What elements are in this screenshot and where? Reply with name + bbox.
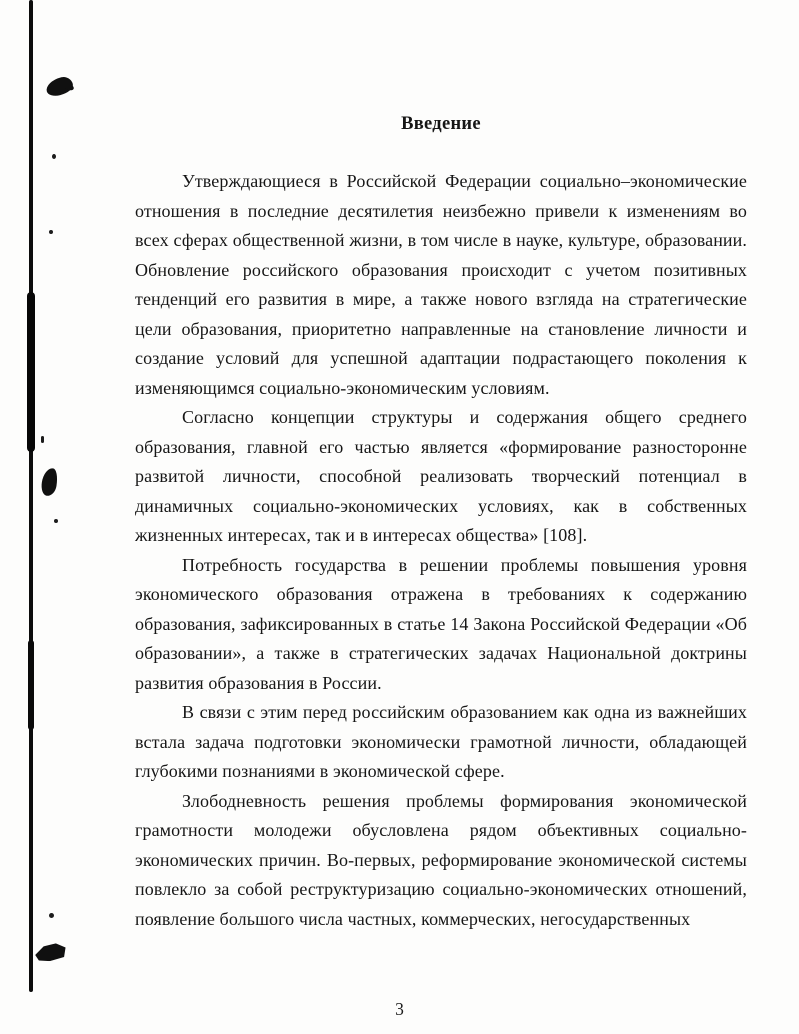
scan-speck [54,519,58,523]
paragraph: В связи с этим перед российским образованием как одна из важнейших встала задача подготовки экономически грамотной личности, обладающей глубокими познаниями в экономической сфере. [135,702,747,781]
ink-blot [34,942,67,962]
scan-speck [52,154,56,159]
page-content [135,114,747,934]
page-title: Введение [401,114,481,134]
paragraph: Потребность государства в решении проблемы повышения уровня экономического образования отражена в требованиях к содержанию образования, зафиксированных в статье 14 Закона Российской Федерации «Об образовании», а также в стратегических задачах Национальной доктрины развития образования в России. [135,554,747,693]
scan-binding-line-smudge [28,640,34,730]
scan-speck [41,436,44,443]
paragraph: Согласно концепции структуры и содержания общего среднего образования, главной его частью является «формирование разносторонне развитой личности, способной реализовать творческий потенциал в динамичных социально-экономических условиях, как в собственных жизненных интересах, так и в интересах общества» [108]. [135,407,747,545]
paragraph: Утверждающиеся в Российской Федерации социально–экономические отношения в последние десятилетия неизбежно привели к изменениям во всех сферах общественной жизни, в том числе в науке, культуре, образовании. Обновление российского образования происходит с учетом позитивных тенденций его развития в мире, а также нового взгляда на стратегические цели образования, приоритетно направленные на становление личности и создание условий для успешной адаптации подрастающего поколения к изменяющимся социально-экономическим условиям. [135,171,747,398]
scan-speck [49,230,53,234]
page-number: 3 [395,999,404,1019]
scan-binding-line [29,0,33,992]
paragraph: Злободневность решения проблемы формирования экономической грамотности молодежи обусловлена рядом объективных социально-экономических причин. Во-первых, реформирование экономической системы повлекло за собой реструктуризацию социально-экономических отношений, появление большого числа частных, коммерческих, негосударственных [135,790,747,929]
scan-speck [49,913,54,918]
scan-binding-line-smudge [27,292,35,452]
ink-blot [40,467,59,497]
